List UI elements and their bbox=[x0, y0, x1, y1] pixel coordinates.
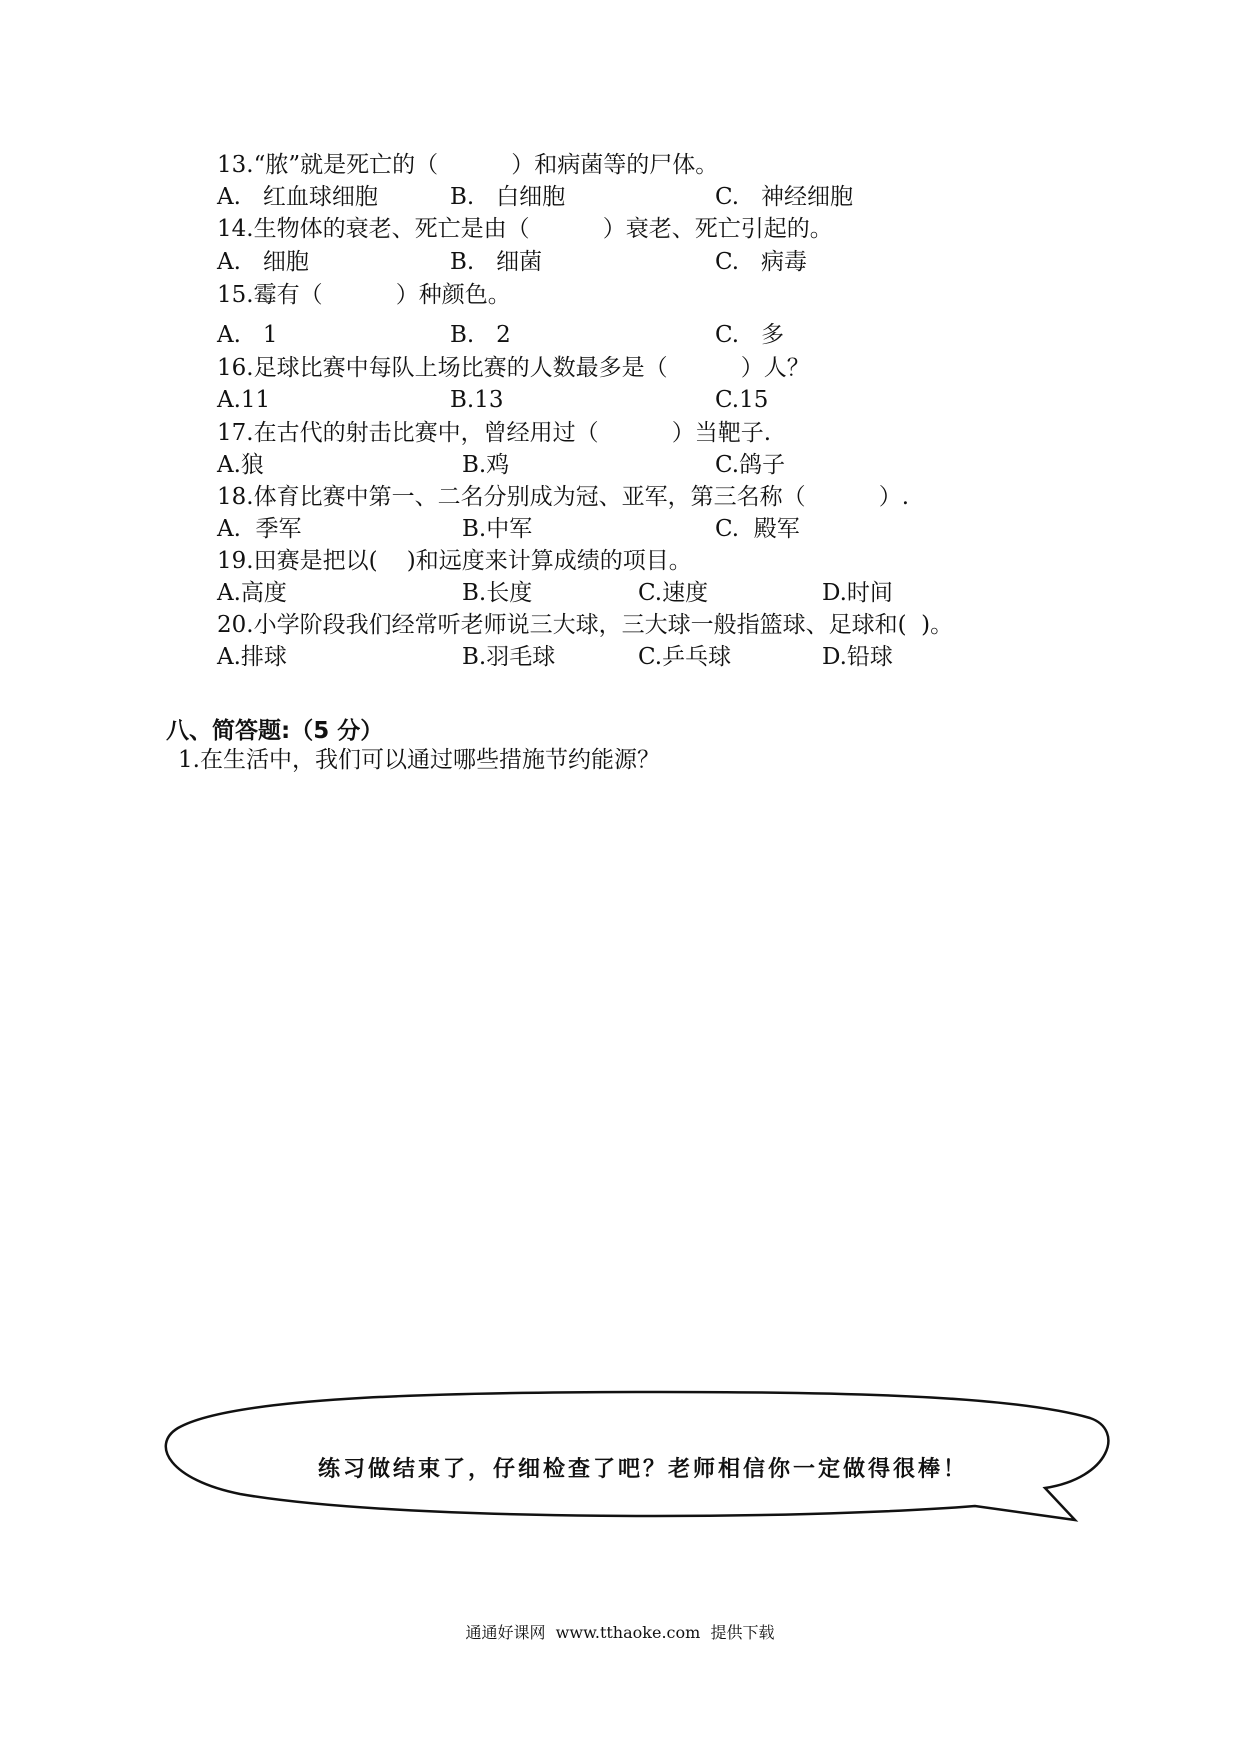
question-16-option-b: B.13 bbox=[450, 387, 504, 413]
question-13-stem: 13.“脓”就是死亡的（ ）和病菌等的尸体。 bbox=[217, 152, 719, 178]
question-16-option-a: A.11 bbox=[217, 387, 271, 413]
question-14-option-a: A. 细胞 bbox=[217, 249, 309, 275]
question-16-stem: 16.足球比赛中每队上场比赛的人数最多是（ ）人？ bbox=[217, 355, 810, 381]
bubble-message: 练习做结束了，仔细检查了吧？老师相信你一定做得很棒！ bbox=[318, 1457, 969, 1482]
question-20-stem: 20.小学阶段我们经常听老师说三大球，三大球一般指篮球、足球和( )。 bbox=[217, 612, 954, 638]
question-17-option-b: B.鸡 bbox=[462, 452, 510, 478]
question-15-option-c: C. 多 bbox=[715, 322, 785, 348]
question-20-option-a: A.排球 bbox=[217, 644, 287, 670]
question-19-option-a: A.高度 bbox=[217, 580, 287, 606]
question-16-option-c: C.15 bbox=[715, 387, 769, 413]
question-13-option-a: A. 红血球细胞 bbox=[217, 184, 378, 210]
question-14-option-b: B. 细菌 bbox=[450, 249, 543, 275]
question-20-option-c: C.乒乓球 bbox=[638, 644, 732, 670]
question-14-option-c: C. 病毒 bbox=[715, 249, 808, 275]
question-15-option-a: A. 1 bbox=[217, 322, 278, 348]
question-20-option-d: D.铅球 bbox=[822, 644, 893, 670]
short-answer-question: 1.在生活中，我们可以通过哪些措施节约能源？ bbox=[178, 747, 660, 773]
question-19-option-c: C.速度 bbox=[638, 580, 709, 606]
question-19-option-b: B.长度 bbox=[462, 580, 533, 606]
question-18-stem: 18.体育比赛中第一、二名分别成为冠、亚军，第三名称（ ）. bbox=[217, 484, 909, 510]
section-title: 八、简答题:（5 分） bbox=[166, 718, 384, 744]
question-19-stem: 19.田赛是把以( )和远度来计算成绩的项目。 bbox=[217, 548, 692, 574]
question-17-option-a: A.狼 bbox=[217, 452, 264, 478]
question-17-stem: 17.在古代的射击比赛中，曾经用过（ ）当靶子. bbox=[217, 420, 771, 446]
question-17-option-c: C.鸽子 bbox=[715, 452, 786, 478]
footer-credit: 通通好课网 www.tthaoke.com 提供下载 bbox=[465, 1623, 775, 1642]
question-14-stem: 14.生物体的衰老、死亡是由（ ）衰老、死亡引起的。 bbox=[217, 216, 833, 242]
question-18-option-b: B.中军 bbox=[462, 516, 533, 542]
question-15-option-b: B. 2 bbox=[450, 322, 511, 348]
question-19-option-d: D.时间 bbox=[822, 580, 893, 606]
question-13-option-c: C. 神经细胞 bbox=[715, 184, 854, 210]
question-20-option-b: B.羽毛球 bbox=[462, 644, 556, 670]
question-18-option-a: A. 季军 bbox=[217, 516, 302, 542]
question-13-option-b: B. 白细胞 bbox=[450, 184, 566, 210]
question-18-option-c: C. 殿军 bbox=[715, 516, 800, 542]
question-15-stem: 15.霉有（ ）种颜色。 bbox=[217, 282, 511, 308]
